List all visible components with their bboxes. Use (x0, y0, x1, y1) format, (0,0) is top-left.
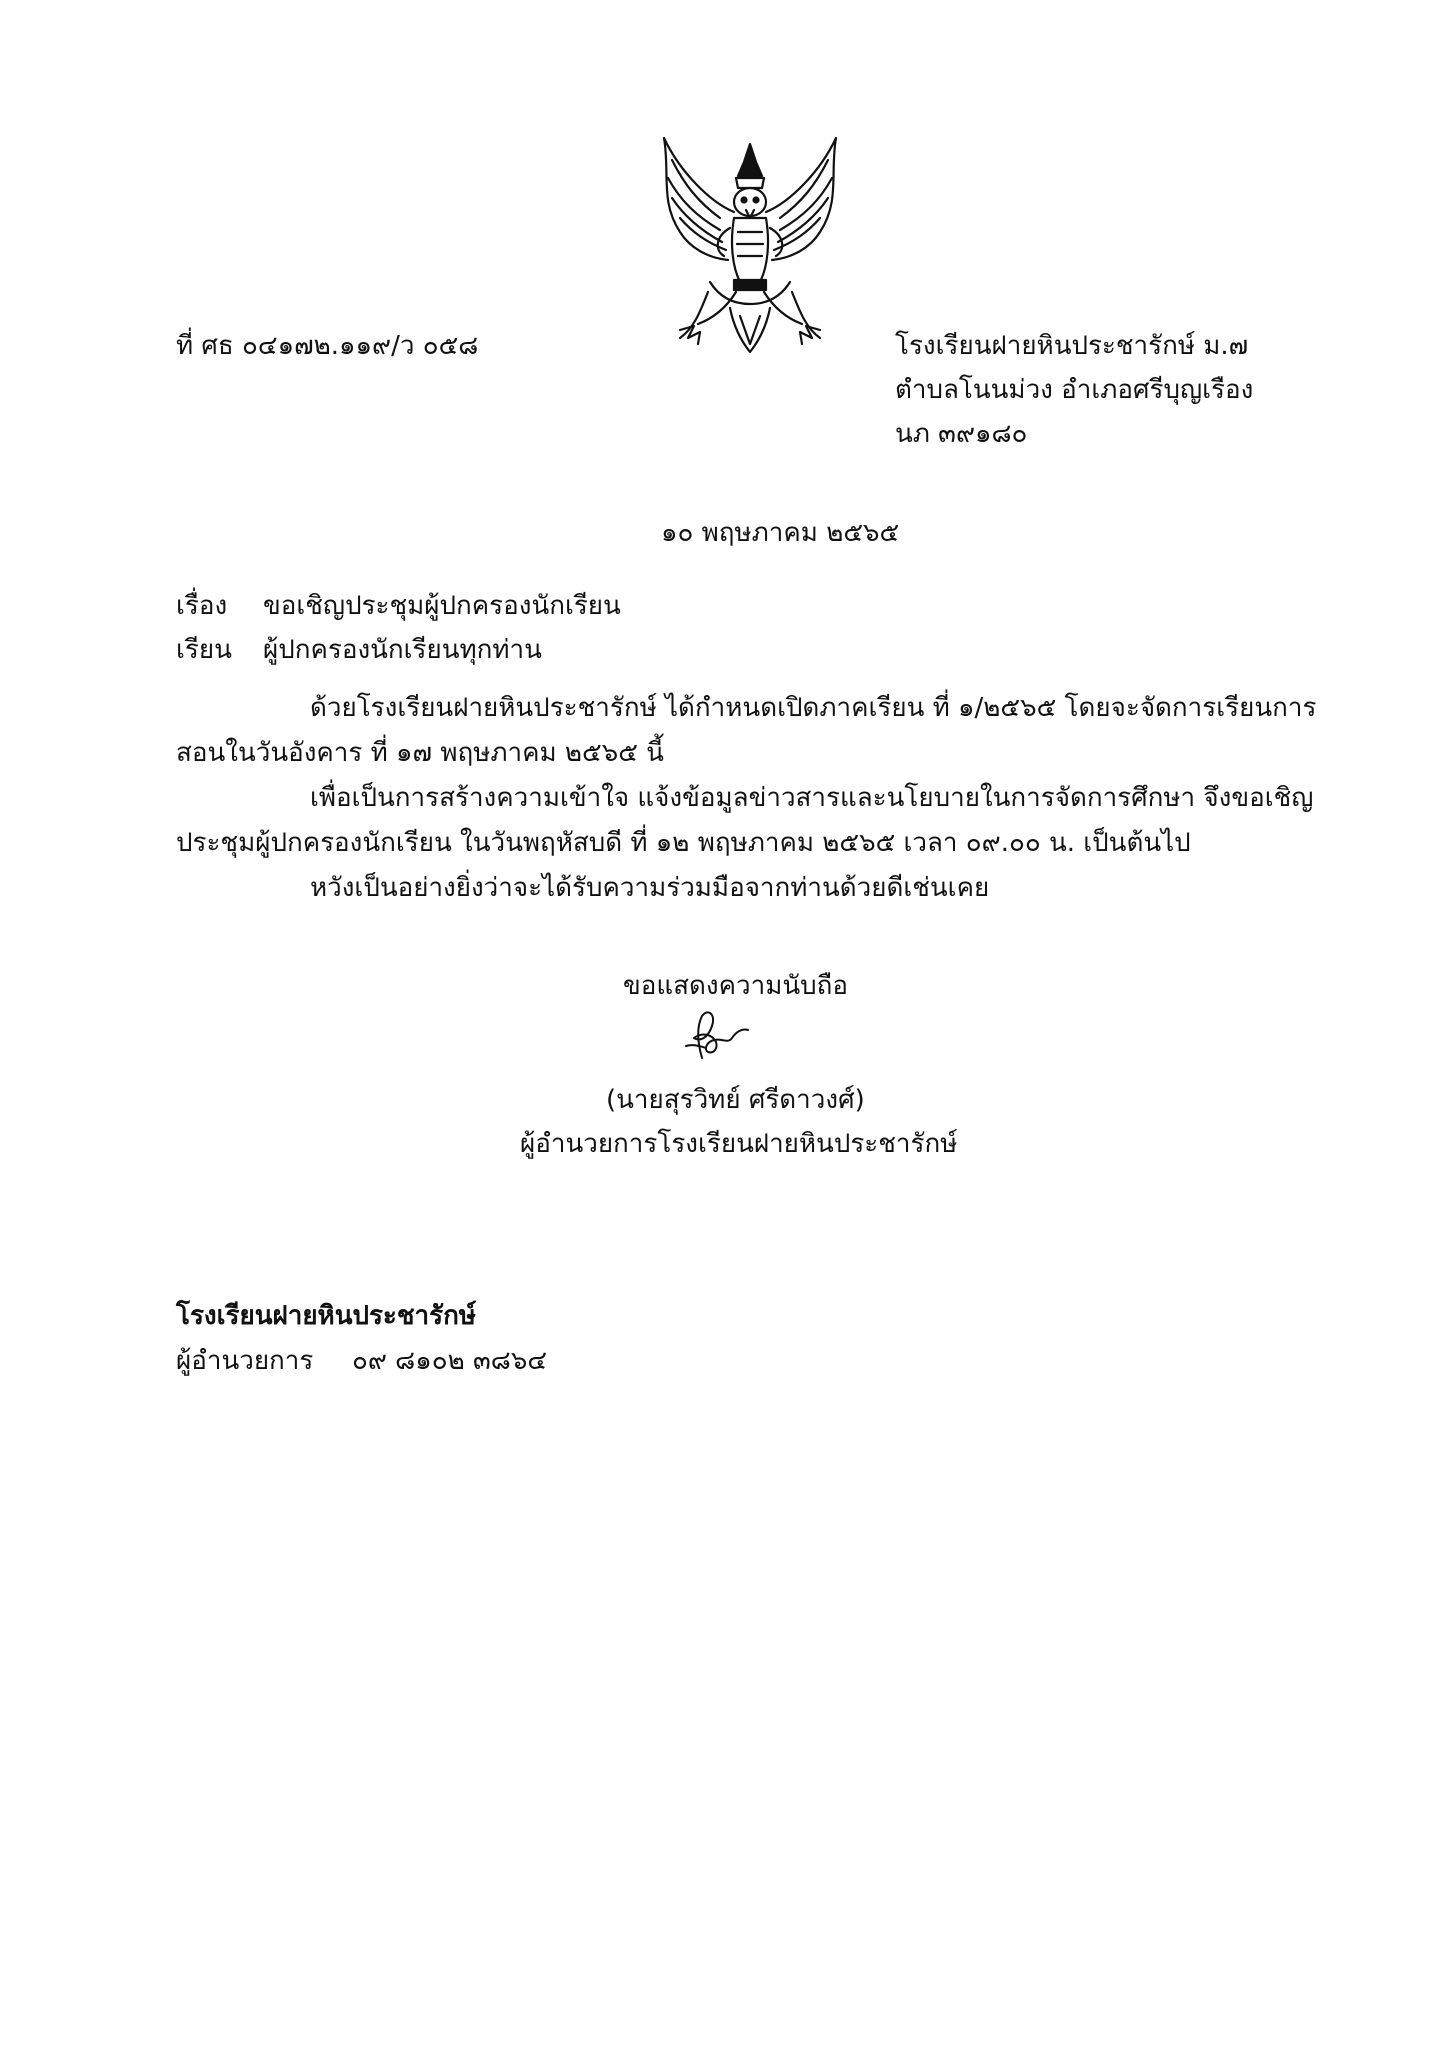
signer-name: (นายสุรวิทย์ ศรีดาวงศ์) (606, 1085, 865, 1115)
sender-address: ตำบลโนนม่วง อำเภอศรีบุญเรือง (895, 375, 1254, 405)
document-date: ๑๐ พฤษภาคม ๒๕๖๕ (661, 518, 900, 548)
sender-postal: นภ ๓๙๑๘๐ (895, 419, 1028, 449)
footer-contact-phone: ๐๙ ๘๑๐๒ ๓๘๖๔ (352, 1346, 548, 1376)
body-paragraph-2-line-2: ประชุมผู้ปกครองนักเรียน ในวันพฤหัสบดี ที่ ๑๒ พฤษภาคม ๒๕๖๕ เวลา ๐๙.๐๐ น. เป็นต้นไป (176, 828, 1191, 858)
reference-number: ที่ ศธ ๐๔๑๗๒.๑๑๙/ว ๐๕๘ (176, 331, 479, 361)
subject-label: เรื่อง (176, 591, 228, 621)
closing-salutation: ขอแสดงความนับถือ (623, 971, 848, 1001)
sender-name: โรงเรียนฝายหินประชารักษ์ ม.๗ (895, 331, 1249, 361)
recipient-label: เรียน (176, 635, 232, 665)
signer-title: ผู้อำนวยการโรงเรียนฝายหินประชารักษ์ (520, 1129, 958, 1159)
garuda-emblem-icon (650, 132, 850, 358)
body-paragraph-1-line-1: ด้วยโรงเรียนฝายหินประชารักษ์ ได้กำหนดเปิดภาคเรียน ที่ ๑/๒๕๖๕ โดยจะจัดการเรียนการ (310, 693, 1317, 723)
recipient-value: ผู้ปกครองนักเรียนทุกท่าน (263, 635, 542, 665)
footer-contact-label: ผู้อำนวยการ (176, 1346, 314, 1376)
body-paragraph-3-line-1: หวังเป็นอย่างยิ่งว่าจะได้รับความร่วมมือจากท่านด้วยดีเช่นเคย (310, 873, 990, 903)
body-paragraph-2-line-1: เพื่อเป็นการสร้างความเข้าใจ แจ้งข้อมูลข่าวสารและนโยบายในการจัดการศึกษา จึงขอเชิญ (310, 783, 1314, 813)
signature-icon (672, 1008, 752, 1064)
footer-organization: โรงเรียนฝายหินประชารักษ์ (176, 1301, 476, 1331)
body-paragraph-1-line-2: สอนในวันอังคาร ที่ ๑๗ พฤษภาคม ๒๕๖๕ นี้ (176, 738, 664, 768)
subject-value: ขอเชิญประชุมผู้ปกครองนักเรียน (263, 591, 621, 621)
